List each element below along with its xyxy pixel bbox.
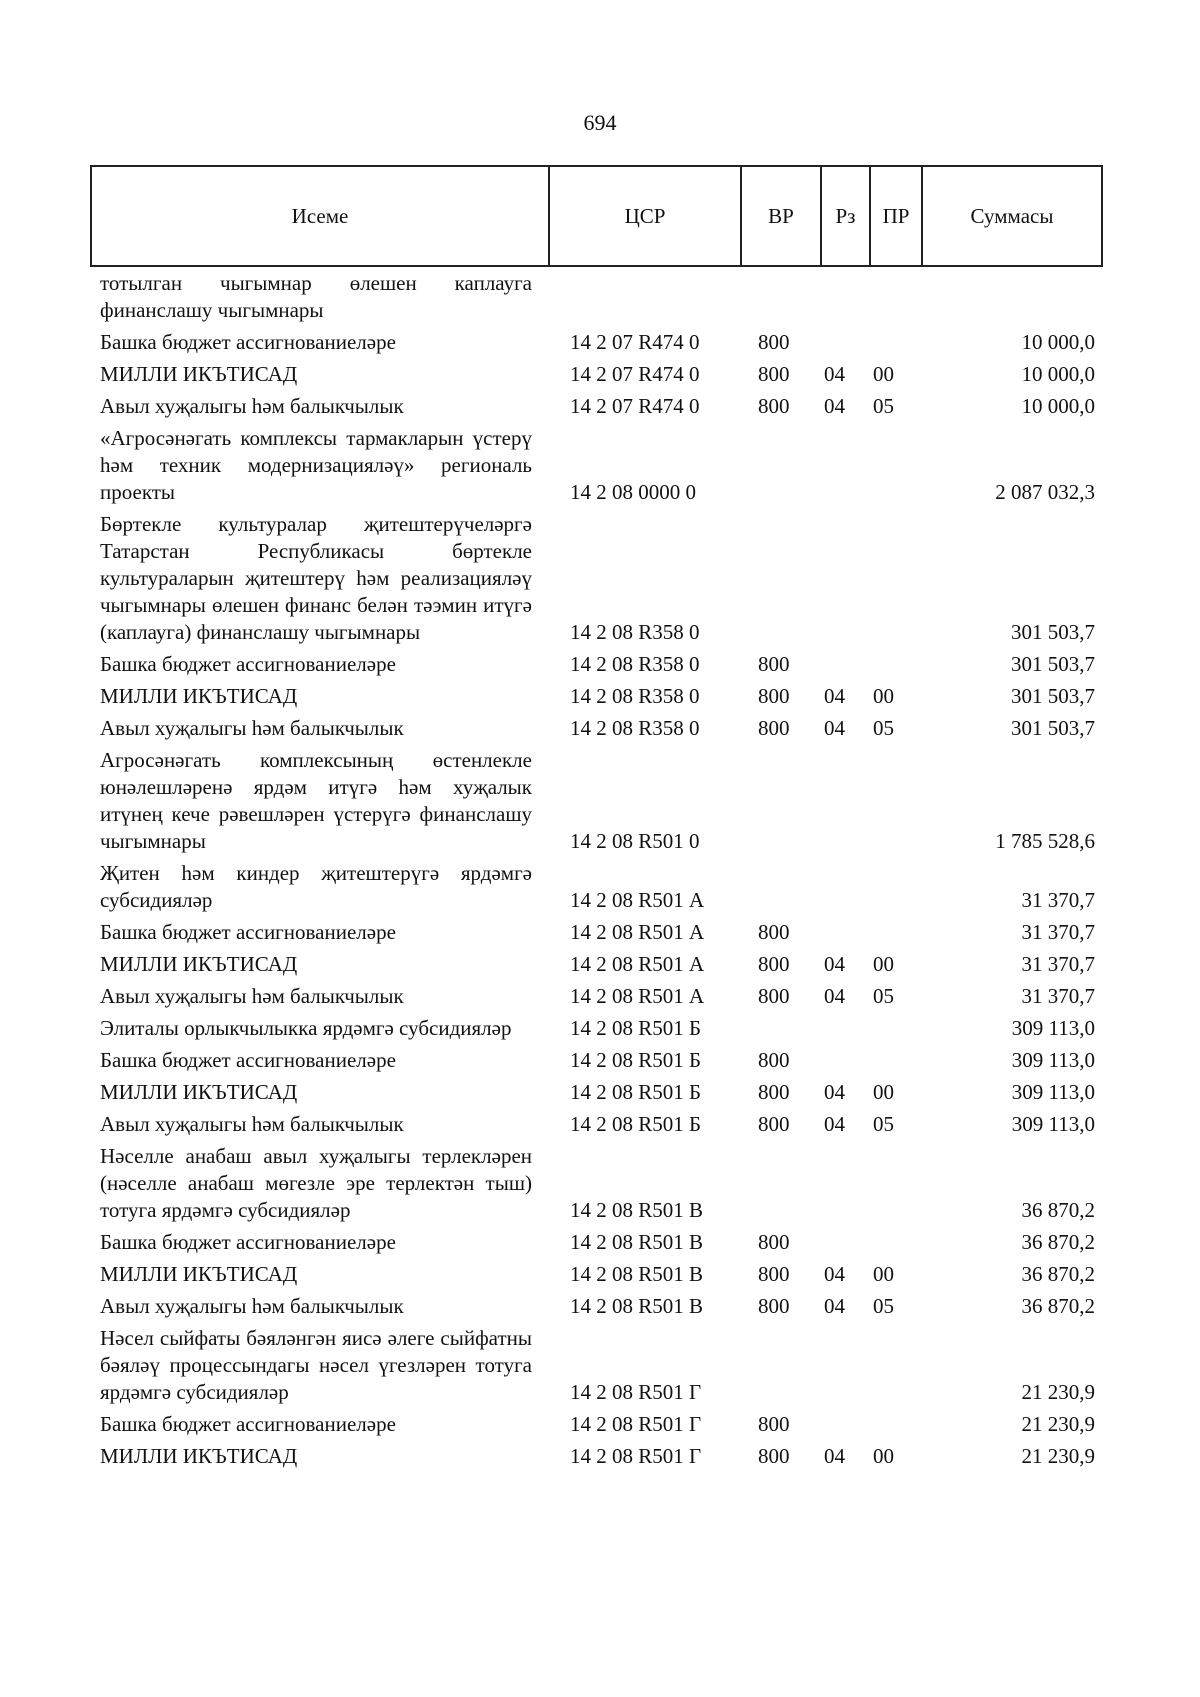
row-csr: 14 2 07 R474 0 — [570, 330, 700, 354]
row-csr: 14 2 08 R358 0 — [570, 716, 700, 740]
row-sum: 21 230,9 — [1021, 1444, 1095, 1468]
table-row — [90, 361, 1101, 388]
row-name: МИЛЛИ ИКЪТИСАД — [100, 684, 298, 708]
row-sum: 36 870,2 — [1021, 1230, 1095, 1254]
row-name: Нәселле анабаш авыл хуҗалыгы терлекләрен (нәселле анабаш мөгезле эре терлектән тыш) тотуга ярдәмгә субсидияләр — [100, 1144, 532, 1222]
row-sum: 10 000,0 — [1021, 362, 1095, 386]
row-vr: 800 — [758, 920, 790, 944]
table-row — [90, 1111, 1101, 1138]
table-row — [90, 1015, 1101, 1042]
header-vr: ВР — [741, 166, 821, 266]
table-row — [90, 747, 1101, 855]
row-sum: 301 503,7 — [1011, 684, 1095, 708]
row-csr: 14 2 07 R474 0 — [570, 362, 700, 386]
table-row — [90, 329, 1101, 356]
row-csr: 14 2 08 0000 0 — [570, 480, 696, 504]
row-csr: 14 2 08 R501 В — [570, 1230, 704, 1254]
row-csr: 14 2 08 R501 А — [570, 920, 705, 944]
table-row — [90, 1411, 1101, 1438]
row-csr: 14 2 08 R501 Б — [570, 1080, 702, 1104]
row-rz: 04 — [824, 362, 845, 386]
row-rz: 04 — [824, 1262, 845, 1286]
table-row — [90, 511, 1101, 646]
row-sum: 10 000,0 — [1021, 394, 1095, 418]
row-vr: 800 — [758, 984, 790, 1008]
row-name: Авыл хуҗалыгы һәм балыкчылык — [100, 1294, 404, 1318]
row-csr: 14 2 08 R501 Б — [570, 1048, 702, 1072]
row-vr: 800 — [758, 952, 790, 976]
row-rz: 04 — [824, 716, 845, 740]
row-sum: 301 503,7 — [1011, 620, 1095, 644]
row-sum: 301 503,7 — [1011, 652, 1095, 676]
row-name: МИЛЛИ ИКЪТИСАД — [100, 362, 298, 386]
row-sum: 31 370,7 — [1021, 952, 1095, 976]
row-sum: 309 113,0 — [1011, 1112, 1095, 1136]
row-csr: 14 2 08 R501 Г — [570, 1412, 702, 1436]
page-number: 694 — [583, 110, 617, 135]
row-name: МИЛЛИ ИКЪТИСАД — [100, 952, 298, 976]
row-rz: 04 — [824, 1080, 845, 1104]
row-rz: 04 — [824, 394, 845, 418]
table-row — [90, 715, 1101, 742]
row-name: МИЛЛИ ИКЪТИСАД — [100, 1080, 298, 1104]
row-name: МИЛЛИ ИКЪТИСАД — [100, 1262, 298, 1286]
row-vr: 800 — [758, 1080, 790, 1104]
table-row — [90, 393, 1101, 420]
row-vr: 800 — [758, 362, 790, 386]
row-rz: 04 — [824, 1112, 845, 1136]
header-pr: ПР — [870, 166, 922, 266]
row-vr: 800 — [758, 394, 790, 418]
row-name: Башка бюджет ассигнованиеләре — [100, 1412, 396, 1436]
row-pr: 05 — [873, 1294, 894, 1318]
row-vr: 800 — [758, 684, 790, 708]
row-rz: 04 — [824, 1444, 845, 1468]
row-pr: 05 — [873, 984, 894, 1008]
table-row — [90, 425, 1101, 506]
row-sum: 309 113,0 — [1011, 1016, 1095, 1040]
row-pr: 00 — [873, 1262, 894, 1286]
table-row — [90, 1261, 1101, 1288]
table-row — [90, 919, 1101, 946]
row-rz: 04 — [824, 684, 845, 708]
table-row — [90, 1143, 1101, 1224]
row-name: Башка бюджет ассигнованиеләре — [100, 920, 396, 944]
row-sum: 36 870,2 — [1021, 1262, 1095, 1286]
row-name: Бөртекле культуралар җитештерүчеләргә Татарстан Республикасы бөртекле культураларын җитештерү һәм реализацияләү чыгымнары өлешен финанс белән тәэмин итүгә (каплауга) финанслашу чыгымнары — [100, 512, 532, 644]
row-name: Башка бюджет ассигнованиеләре — [100, 652, 396, 676]
row-csr: 14 2 08 R358 0 — [570, 684, 700, 708]
row-name: Башка бюджет ассигнованиеләре — [100, 1230, 396, 1254]
table-row — [90, 1079, 1101, 1106]
table-row — [90, 683, 1101, 710]
row-sum: 10 000,0 — [1021, 330, 1095, 354]
header-name: Исеме — [91, 166, 549, 266]
row-pr: 00 — [873, 1080, 894, 1104]
row-pr: 00 — [873, 952, 894, 976]
row-sum: 21 230,9 — [1021, 1380, 1095, 1404]
row-sum: 36 870,2 — [1021, 1198, 1095, 1222]
row-vr: 800 — [758, 1444, 790, 1468]
row-pr: 05 — [873, 1112, 894, 1136]
row-csr: 14 2 08 R501 А — [570, 984, 705, 1008]
row-name: тотылган чыгымнар өлешен каплауга финанслашу чыгымнары — [100, 271, 532, 322]
header-rz: Рз — [821, 166, 870, 266]
table-row — [90, 860, 1101, 914]
row-name: Авыл хуҗалыгы һәм балыкчылык — [100, 394, 404, 418]
row-name: Элиталы орлыкчылыкка ярдәмгә субсидияләр — [100, 1016, 512, 1040]
row-sum: 31 370,7 — [1021, 920, 1095, 944]
row-csr: 14 2 07 R474 0 — [570, 394, 700, 418]
row-csr: 14 2 08 R358 0 — [570, 620, 700, 644]
table-row — [90, 1443, 1101, 1470]
row-csr: 14 2 08 R501 Г — [570, 1380, 702, 1404]
row-name: «Агросәнәгать комплексы тармакларын үстерү һәм техник модернизацияләү» региональ проекты — [100, 426, 532, 504]
table-row — [90, 1325, 1101, 1406]
table-header — [90, 165, 1103, 267]
row-name: Авыл хуҗалыгы һәм балыкчылык — [100, 716, 404, 740]
table-body — [90, 270, 1101, 1470]
row-sum: 309 113,0 — [1011, 1048, 1095, 1072]
row-sum: 31 370,7 — [1021, 888, 1095, 912]
row-csr: 14 2 08 R501 Б — [570, 1112, 702, 1136]
row-rz: 04 — [824, 952, 845, 976]
row-pr: 00 — [873, 1444, 894, 1468]
table-row — [90, 651, 1101, 678]
row-name: Җитен һәм киндер җитештерүгә ярдәмгә субсидияләр — [100, 861, 532, 912]
row-name: Башка бюджет ассигнованиеләре — [100, 1048, 396, 1072]
row-sum: 301 503,7 — [1011, 716, 1095, 740]
row-name: МИЛЛИ ИКЪТИСАД — [100, 1444, 298, 1468]
row-vr: 800 — [758, 1262, 790, 1286]
row-vr: 800 — [758, 716, 790, 740]
row-csr: 14 2 08 R501 В — [570, 1294, 704, 1318]
row-csr: 14 2 08 R501 А — [570, 888, 705, 912]
row-rz: 04 — [824, 1294, 845, 1318]
row-pr: 00 — [873, 684, 894, 708]
row-vr: 800 — [758, 1112, 790, 1136]
row-csr: 14 2 08 R358 0 — [570, 652, 700, 676]
row-pr: 00 — [873, 362, 894, 386]
row-vr: 800 — [758, 1048, 790, 1072]
header-csr: ЦСР — [549, 166, 741, 266]
row-sum: 21 230,9 — [1021, 1412, 1095, 1436]
row-csr: 14 2 08 R501 В — [570, 1198, 704, 1222]
table-row — [90, 1047, 1101, 1074]
row-sum: 309 113,0 — [1011, 1080, 1095, 1104]
row-csr: 14 2 08 R501 А — [570, 952, 705, 976]
row-rz: 04 — [824, 984, 845, 1008]
row-name: Агросәнәгать комплексының өстенлекле юнәлешләренә ярдәм итүгә һәм хуҗалык итүнең кече рәвешләрен үстерүгә финанслашу чыгымнары — [100, 748, 532, 853]
row-csr: 14 2 08 R501 0 — [570, 829, 700, 853]
row-name: Башка бюджет ассигнованиеләре — [100, 330, 396, 354]
table-row — [90, 270, 1101, 324]
row-sum: 1 785 528,6 — [995, 829, 1095, 853]
table-row — [90, 1293, 1101, 1320]
row-vr: 800 — [758, 1294, 790, 1318]
row-csr: 14 2 08 R501 В — [570, 1262, 704, 1286]
row-csr: 14 2 08 R501 Б — [570, 1016, 702, 1040]
row-vr: 800 — [758, 330, 790, 354]
row-vr: 800 — [758, 1230, 790, 1254]
row-name: Нәсел сыйфаты бәяләнгән яисә әлеге сыйфатны бәяләү процессындагы нәсел үгезләрен тотуга ярдәмгә субсидияләр — [100, 1326, 532, 1404]
row-sum: 31 370,7 — [1021, 984, 1095, 1008]
row-pr: 05 — [873, 716, 894, 740]
row-pr: 05 — [873, 394, 894, 418]
table-row — [90, 951, 1101, 978]
row-vr: 800 — [758, 652, 790, 676]
row-sum: 2 087 032,3 — [995, 480, 1095, 504]
header-sum: Суммасы — [922, 166, 1102, 266]
row-vr: 800 — [758, 1412, 790, 1436]
row-sum: 36 870,2 — [1021, 1294, 1095, 1318]
row-name: Авыл хуҗалыгы һәм балыкчылык — [100, 1112, 404, 1136]
table-row — [90, 983, 1101, 1010]
row-csr: 14 2 08 R501 Г — [570, 1444, 702, 1468]
table-row — [90, 1229, 1101, 1256]
row-name: Авыл хуҗалыгы һәм балыкчылык — [100, 984, 404, 1008]
